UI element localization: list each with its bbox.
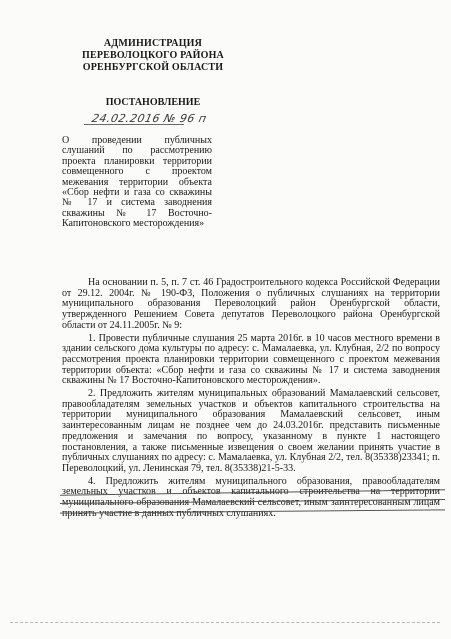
page-bottom-dash xyxy=(10,622,440,623)
paragraph-item-1: 1. Провести публичные слушания 25 марта 2016г. в 10 часов местного времени в здании сельского дома культуры по адресу: с. Мамалаевка, ул. Клубная, 2/2 по вопросу рассмотрения проекта планировки территории совмещенного с проектом межевания территории объекта: «Сбор нефти и газа со скважины № 17 и система заводнения скважины № 17 Восточно-Капитоновского месторождения». xyxy=(62,332,440,387)
document-type: ПОСТАНОВЛЕНИЕ xyxy=(105,97,201,108)
header-line-3: ОРЕНБУРГСКОЙ ОБЛАСТИ xyxy=(82,62,224,73)
issuer-header xyxy=(58,38,248,74)
handwritten-date-number: 24.02.2016 № 96 п xyxy=(90,112,208,125)
paragraph-item-4: 4. Предложить жителям муниципального образования, правообладателям земельных участков и объектов капитального строительства на территории муниципального образования Мамалаевский сельсовет, иным заинтересованным лицам принять участие в данных публичных слушаниях. xyxy=(62,475,440,519)
paragraph-item-2: 2. Предложить жителям муниципальных образований Мамалаевский сельсовет, правообладателям земельных участков и объектов капитального строительства на территории муниципального образования Мамалаевский сельсовет, иным заинтересованным лицам не позднее чем до 24.03.2016г. представить письменные предложения и замечания по вопросу, указанному в пункте 1 настоящего постановления, а также письменные извещения о своем желании принять участие в публичных слушаниях по адресу: с. Мамалаевка, ул. Клубная 2/2, тел. 8(35338)23341; п. Переволоцкий, ул. Ленинская 79, тел. 8(35338)21-5-33. xyxy=(62,388,440,474)
document-subject: О проведении публичных слушаний по рассмотрению проекта планировки территории совмещенного с проектом межевания территории объекта «Сбор нефти и газа со скважины № 17 и система заводнения скважины № 17 Восточно-Капитоновского месторождения» xyxy=(62,135,212,230)
document-body xyxy=(62,278,440,519)
paragraph-preamble: На основании п. 5, п. 7 ст. 46 Градостроительного кодекса Российской Федерации от 29.12. 2004г. № 190-ФЗ, Положения о публичных слушаниях на территории муниципального образования Переволоцкий район Оренбургской области, утвержденного Решением Совета депутатов Переволоцкого района Оренбургской области от 24.11.2005г. № 9: xyxy=(62,277,440,331)
header-line-2: ПЕРЕВОЛОЦКОГО РАЙОНА xyxy=(82,50,224,61)
header-line-1: АДМИНИСТРАЦИЯ xyxy=(103,38,203,49)
date-underline xyxy=(84,124,184,125)
